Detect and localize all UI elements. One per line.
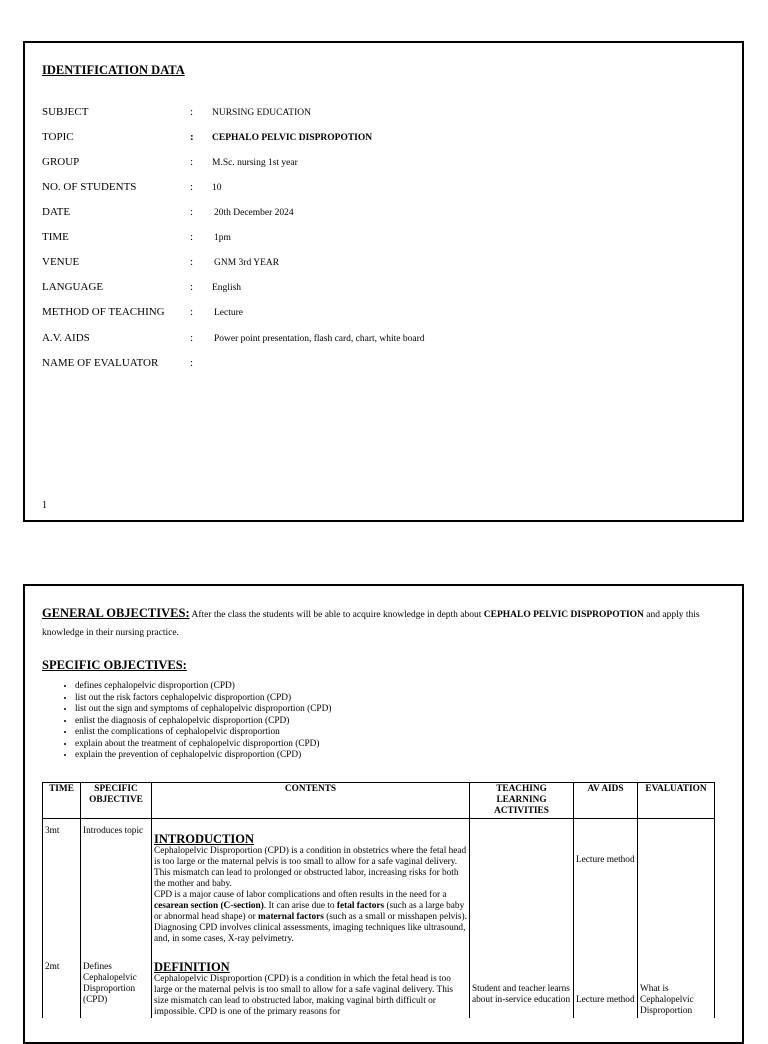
- general-objectives: [42, 604, 722, 642]
- id-value: NURSING EDUCATION: [212, 108, 311, 118]
- id-label: NO. OF STUDENTS: [42, 181, 137, 193]
- id-colon: :: [190, 231, 194, 243]
- id-label: GROUP: [42, 156, 80, 168]
- specific-objective-item: • list out the risk factors cephalopelvic disproportion (CPD): [75, 693, 695, 705]
- specific-objective-item: • enlist the diagnosis of cephalopelvic disproportion (CPD): [75, 716, 695, 728]
- identification-data-title: IDENTIFICATION DATA: [42, 63, 185, 77]
- cell-av-aids: Lecture method: [574, 958, 638, 1018]
- introduction-paragraph: Cephalopelvic Disproportion (CPD) is a condition in obstetrics where the fetal head is too large or the maternal pelvis is too small to allow for a safe vaginal delivery. This mismatch can lead to prolonged or obstructed labor, increasing risks for both the mother and baby.: [154, 846, 467, 889]
- header-specific-objective: SPECIFIC OBJECTIVE: [81, 783, 152, 819]
- introduction-paragraph-2: [154, 890, 467, 945]
- page-2: [23, 584, 744, 1044]
- id-colon: :: [190, 281, 194, 293]
- table-row: [43, 819, 715, 959]
- id-row-topic: [42, 131, 722, 145]
- id-row-method: [42, 306, 722, 320]
- id-label: VENUE: [42, 256, 80, 268]
- text: . It can arise due to: [263, 901, 335, 911]
- cell-time: 3mt: [43, 819, 81, 959]
- general-objectives-text-end: and apply this knowledge in their nursing practice.: [42, 610, 700, 638]
- id-colon: :: [190, 256, 194, 268]
- id-label: LANGUAGE: [42, 281, 104, 293]
- id-row-students: [42, 181, 722, 195]
- specific-objective-item: • enlist the complications of cephalopelvic disproportion: [75, 727, 695, 739]
- specific-objective-item: • explain about the treatment of cephalopelvic disproportion (CPD): [75, 739, 695, 751]
- cell-contents: [152, 819, 470, 959]
- id-row-evaluator: [42, 357, 722, 371]
- header-contents: CONTENTS: [152, 783, 470, 819]
- id-value: 20th December 2024: [214, 208, 294, 218]
- section-heading-definition: DEFINITION: [154, 960, 230, 974]
- cell-contents: [152, 958, 470, 1018]
- header-time: TIME: [43, 783, 81, 819]
- id-value: CEPHALO PELVIC DISPROPOTION: [212, 133, 373, 143]
- general-objectives-topic: CEPHALO PELVIC DISPROPOTION: [483, 610, 644, 620]
- id-row-subject: [42, 106, 722, 120]
- id-value: GNM 3rd YEAR: [214, 258, 280, 268]
- id-value: Power point presentation, flash card, chart, white board: [214, 334, 425, 344]
- text: (such as a small or misshapen pelvis). Diagnosing CPD involves clinical assessments, imaging techniques like ultrasound, and, in some cases, X-ray pelvimetry.: [154, 912, 467, 944]
- cell-teaching: [470, 819, 574, 959]
- cell-objective: Defines Cephalopelvic Disproportion (CPD): [81, 958, 152, 1018]
- id-row-venue: [42, 256, 722, 270]
- id-colon: :: [190, 106, 194, 118]
- text: CPD is a major cause of labor complications and often results in the need for a: [154, 890, 447, 900]
- id-colon: :: [190, 131, 194, 143]
- section-heading-introduction: INTRODUCTION: [154, 832, 255, 846]
- page-1: [23, 41, 744, 522]
- cell-evaluation: What is Cephalopelvic Disproportion: [638, 958, 715, 1018]
- id-label: SUBJECT: [42, 106, 89, 118]
- id-label: TOPIC: [42, 131, 74, 143]
- text: (such as a large baby or abnormal head shape) or: [154, 901, 465, 922]
- id-label: A.V. AIDS: [42, 332, 90, 344]
- header-teaching-activities: TEACHING LEARNING ACTIVITIES: [470, 783, 574, 819]
- id-row-group: [42, 156, 722, 170]
- id-colon: :: [190, 332, 194, 344]
- specific-objectives-heading: SPECIFIC OBJECTIVES:: [42, 658, 187, 672]
- id-label: METHOD OF TEACHING: [42, 306, 165, 318]
- id-colon: :: [190, 156, 194, 168]
- cell-time: 2mt: [43, 958, 81, 1018]
- id-label: DATE: [42, 206, 71, 218]
- id-value: English: [212, 283, 242, 293]
- cell-av-aids: Lecture method: [574, 819, 638, 959]
- id-label: TIME: [42, 231, 69, 243]
- header-evaluation: EVALUATION: [638, 783, 715, 819]
- id-label: NAME OF EVALUATOR: [42, 357, 159, 369]
- lesson-plan-table: [42, 782, 715, 1018]
- general-objectives-heading: GENERAL OBJECTIVES:: [42, 606, 190, 620]
- id-row-language: [42, 281, 722, 295]
- id-colon: :: [190, 181, 194, 193]
- bold-text: maternal factors: [258, 912, 324, 922]
- specific-objective-item: • defines cephalopelvic disproportion (CPD): [75, 681, 695, 693]
- page-number: 1: [42, 500, 47, 511]
- specific-objective-item: • list out the sign and symptoms of cephalopelvic disproportion (CPD): [75, 704, 695, 716]
- id-colon: :: [190, 306, 194, 318]
- id-row-date: [42, 206, 722, 220]
- cell-teaching: Student and teacher learns about in-service education: [470, 958, 574, 1018]
- cell-objective: Introduces topic: [81, 819, 152, 959]
- header-av-aids: AV AIDS: [574, 783, 638, 819]
- specific-objectives-list: [42, 681, 695, 762]
- definition-paragraph: Cephalopelvic Disproportion (CPD) is a condition in which the fetal head is too large or the maternal pelvis is too small to allow for a safe vaginal delivery. This size mismatch can lead to obstructed labor, making vaginal birth difficult or impossible. CPD is one of the primary reasons for: [154, 974, 454, 1017]
- cell-evaluation: [638, 819, 715, 959]
- id-value: 1pm: [214, 233, 231, 243]
- id-row-time: [42, 231, 722, 245]
- table-row: [43, 958, 715, 1018]
- id-value: 10: [212, 183, 222, 193]
- id-row-av-aids: [42, 332, 722, 346]
- table-header-row: [43, 783, 715, 819]
- id-value: Lecture: [214, 308, 244, 318]
- bold-text: fetal factors: [336, 901, 385, 911]
- id-value: M.Sc. nursing 1st year: [212, 158, 298, 168]
- general-objectives-text: After the class the students will be able to acquire knowledge in depth about: [191, 610, 482, 620]
- specific-objective-item: • explain the prevention of cephalopelvic disproportion (CPD): [75, 750, 695, 762]
- bold-text: cesarean section (C-section): [154, 901, 264, 911]
- id-colon: :: [190, 206, 194, 218]
- id-colon: :: [190, 357, 194, 369]
